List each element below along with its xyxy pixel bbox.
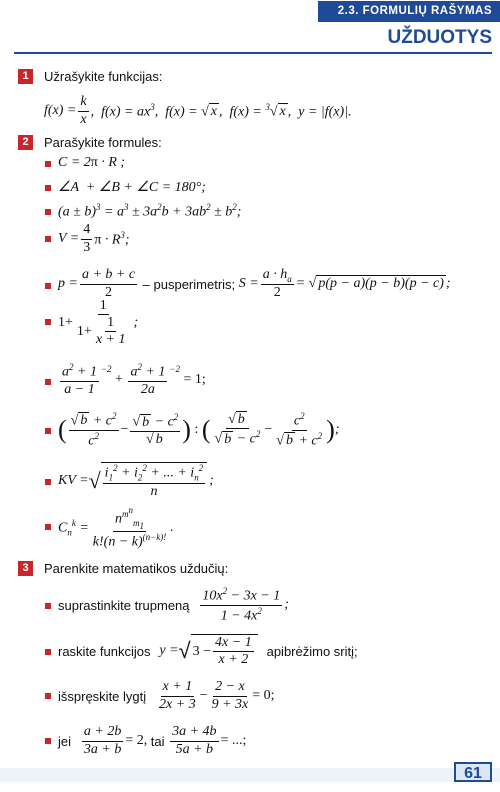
bullet	[45, 479, 51, 485]
task-number-3: 3	[18, 561, 33, 576]
formula-radical-expression: ( $\frac{√ b + c^2}{c^2}$ − $\frac{√ b - c^2}{√ b}$ ) : ( $\frac{√ b}{√ b - c^2}$ − $\frac{c^2}{√ b + c^2}$ ) ;	[58, 410, 340, 449]
bullet	[45, 209, 51, 215]
bullet	[45, 603, 51, 609]
task-title-1: Užrašykite funkcijas:	[44, 69, 163, 84]
task-3-item-domain: raskite funkcijos y = √ 3 − $\frac{4x - 1}{x + 2}$ apibrėžimo sritį;	[58, 634, 358, 667]
page-title: UŽDUOTYS	[387, 27, 492, 48]
bullet	[45, 379, 51, 385]
page-number: 61	[454, 762, 492, 782]
task-1-formula: f(x) = $\frac{k}{x}$ , $f(x) = ax^3$, f(x) = √ x , f(x) = $^3$√ x , y = |f(x)|.	[44, 94, 352, 127]
bullet	[45, 236, 51, 242]
footer-band	[0, 768, 500, 782]
formula-negative-powers: $\frac{a^2 + 1}{a - 1}$ $^{-2}$ + $\frac{a^2 + 1}{2a}$ $^{-2}$ = 1;	[62, 362, 206, 397]
item-after: apibrėžimo sritį;	[266, 643, 358, 659]
formula-cube-expansion: $(a \pm b)^3 = a^3 \pm 3a^2b + 3ab^2 \pm b^2$;	[58, 201, 242, 220]
bullet	[45, 649, 51, 655]
task-3-item-simplify: suprastinkite trupmeną $\frac{10x^2 - 3x - 1}{1 - 4x^2}$ ;	[58, 585, 289, 624]
bullet	[45, 319, 51, 325]
item-label: suprastinkite trupmeną	[58, 597, 190, 613]
formula-combinations: $C_n^k$ = $\frac{n^{m^n}_{m_1}}{k!(n - k)^{(n-k)!}}$ .	[58, 504, 174, 551]
bullet	[45, 738, 51, 744]
formula-sphere-volume: V = $\frac{4}{3}$ $\pi \cdot R^3$;	[58, 222, 130, 255]
bullet	[45, 428, 51, 434]
formula-heron: p = $\frac{a + b + c}{2}$ – pusperimetris; S = $\frac{a \cdot h_a}{2}$ = √ p(p − a)(p − b)(p − c) ;	[58, 266, 451, 301]
bullet	[45, 693, 51, 699]
bullet	[45, 283, 51, 289]
bullet	[45, 161, 51, 167]
task-title-3: Parenkite matematikos uždučių:	[44, 561, 229, 576]
item-label: raskite funkcijos	[58, 643, 151, 659]
task-number-2: 2	[18, 135, 33, 150]
formula-circle-length: C = 2π · R ;	[58, 155, 126, 170]
bullet	[45, 524, 51, 530]
task-number-1: 1	[18, 69, 33, 84]
formula-quadratic-mean: KV = √ $\frac{i_1^2 + i_2^2 + ... + i_n^2}{n}$ ;	[58, 463, 214, 499]
bullet	[45, 185, 51, 191]
item-label: jei	[58, 733, 72, 749]
task-3-item-equation: išspręskite lygtį $\frac{x + 1}{2x + 3}$ − $\frac{2 - x}{9 + 3x}$ = 0;	[58, 679, 275, 712]
header-divider	[14, 52, 492, 54]
task-3-item-ratio: jei $\frac{a + 2b}{3a + b}$ = 2, tai $\frac{3a + 4b}{5a + b}$ = ...;	[58, 724, 247, 757]
formula-continued-fraction: 1+ 1 1+ $\frac{1}{x + 1}$ ;	[58, 297, 139, 348]
task-title-2: Parašykite formules:	[44, 135, 162, 150]
formula-triangle-angles: ∠A + ∠B + ∠C = 180°;	[58, 179, 206, 195]
item-label: išspręskite lygtį	[58, 688, 147, 704]
section-header: 2.3. FORMULIŲ RAŠYMAS	[318, 1, 500, 22]
